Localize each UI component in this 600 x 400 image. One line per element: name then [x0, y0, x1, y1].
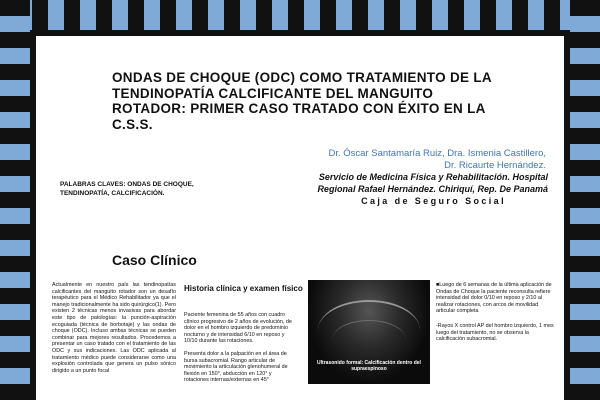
ultrasound-image [308, 280, 430, 384]
affiliation-line-1: Servicio de Medicina Física y Rehabilitación. Hospital [318, 172, 548, 182]
history-paragraph-1: Paciente femenina de 55 años con cuadro clínico progresivo de 2 años de evolución, de dolor en el hombro izquierdo de predominio nocturno y de intensidad 6/10 en reposo y 10/10 durante las rotaciones. [184, 312, 292, 345]
followup-paragraph-2: -Rayos X control AP del hombro izquierdo, 1 mes luego del tratamiento, no se observa la calcificación subacromial. [436, 322, 554, 343]
ultrasound-arc-inner [332, 320, 406, 360]
authors-line-2: Dr. Ricaurte Hernández. [444, 160, 546, 171]
organization: Caja de Seguro Social [361, 196, 506, 206]
checkered-border-right [570, 0, 600, 400]
history-column [184, 312, 296, 390]
checkered-border-top [0, 0, 600, 30]
poster-page [36, 36, 564, 400]
checkered-border-left [0, 0, 30, 400]
poster-title: ONDAS DE CHOQUE (ODC) COMO TRATAMIENTO DE LA TENDINOPATÍA CALCIFICANTE DEL MANGUITO ROTADOR: PRIMER CASO TRATADO CON ÉXITO EN LA C.S.S. [112, 70, 492, 132]
authors-line-1: Dr. Óscar Santamaría Ruiz, Dra. Ismenia Castillero, [328, 148, 546, 159]
section-title: Caso Clínico [112, 252, 197, 268]
authors [276, 148, 546, 172]
affiliation-line-2: Regional Rafael Hernández. Chiriquí, Rep. De Panamá [317, 184, 548, 194]
keywords: PALABRAS CLAVES: ONDAS DE CHOQUE, TENDINOPATÍA, CALCIFICACIÓN. [60, 181, 194, 197]
intro-column: Actualmente en nuestro país las tendinopatías calcificantes del manguito rotador son un desafío terapéutico para el Médico Rehabilitador ya que el manejo tradicionalmente ha sido quirúrgico(1). Pero existen 2 técnicas menos invasivas para abordar este tipo de patologías: la punción-aspiración ecoguiada (técnica de borbotaje) y las ondas de choque (ODC). Incluso ambas técnicas se pueden combinar para mejores resultados. Procedemos a presentar un caso tratado con el tratamiento de las ODC y sus indicaciones. Las ODC aplicada al tratamiento médico puede considerarse como una explosión controlada que genera un pulso sónico dirigido a un punto focal [52, 282, 176, 374]
ultrasound-caption: Ultrasonido formal: Calcificación dentro del supraespinoso [317, 360, 421, 372]
history-heading: Historia clínica y examen físico [184, 284, 303, 293]
affiliation [258, 171, 548, 195]
followup-column [436, 282, 554, 351]
history-paragraph-2: Presenta dolor a la palpación en el área de bursa subacromial. Rango articular de movimiento la articulación glenohumeral de flexión en 150°, abducción en 120° y rotaciones internas/externas en 45° [184, 350, 288, 384]
followup-paragraph-1: ■Luego de 6 semanas de la última aplicación de Ondas de Choque la paciente reconsulta refiere intensidad del dolor 0/10 en reposo y 2/10 al realizar rotaciones, con arcos de movilidad articular completa [436, 282, 552, 315]
